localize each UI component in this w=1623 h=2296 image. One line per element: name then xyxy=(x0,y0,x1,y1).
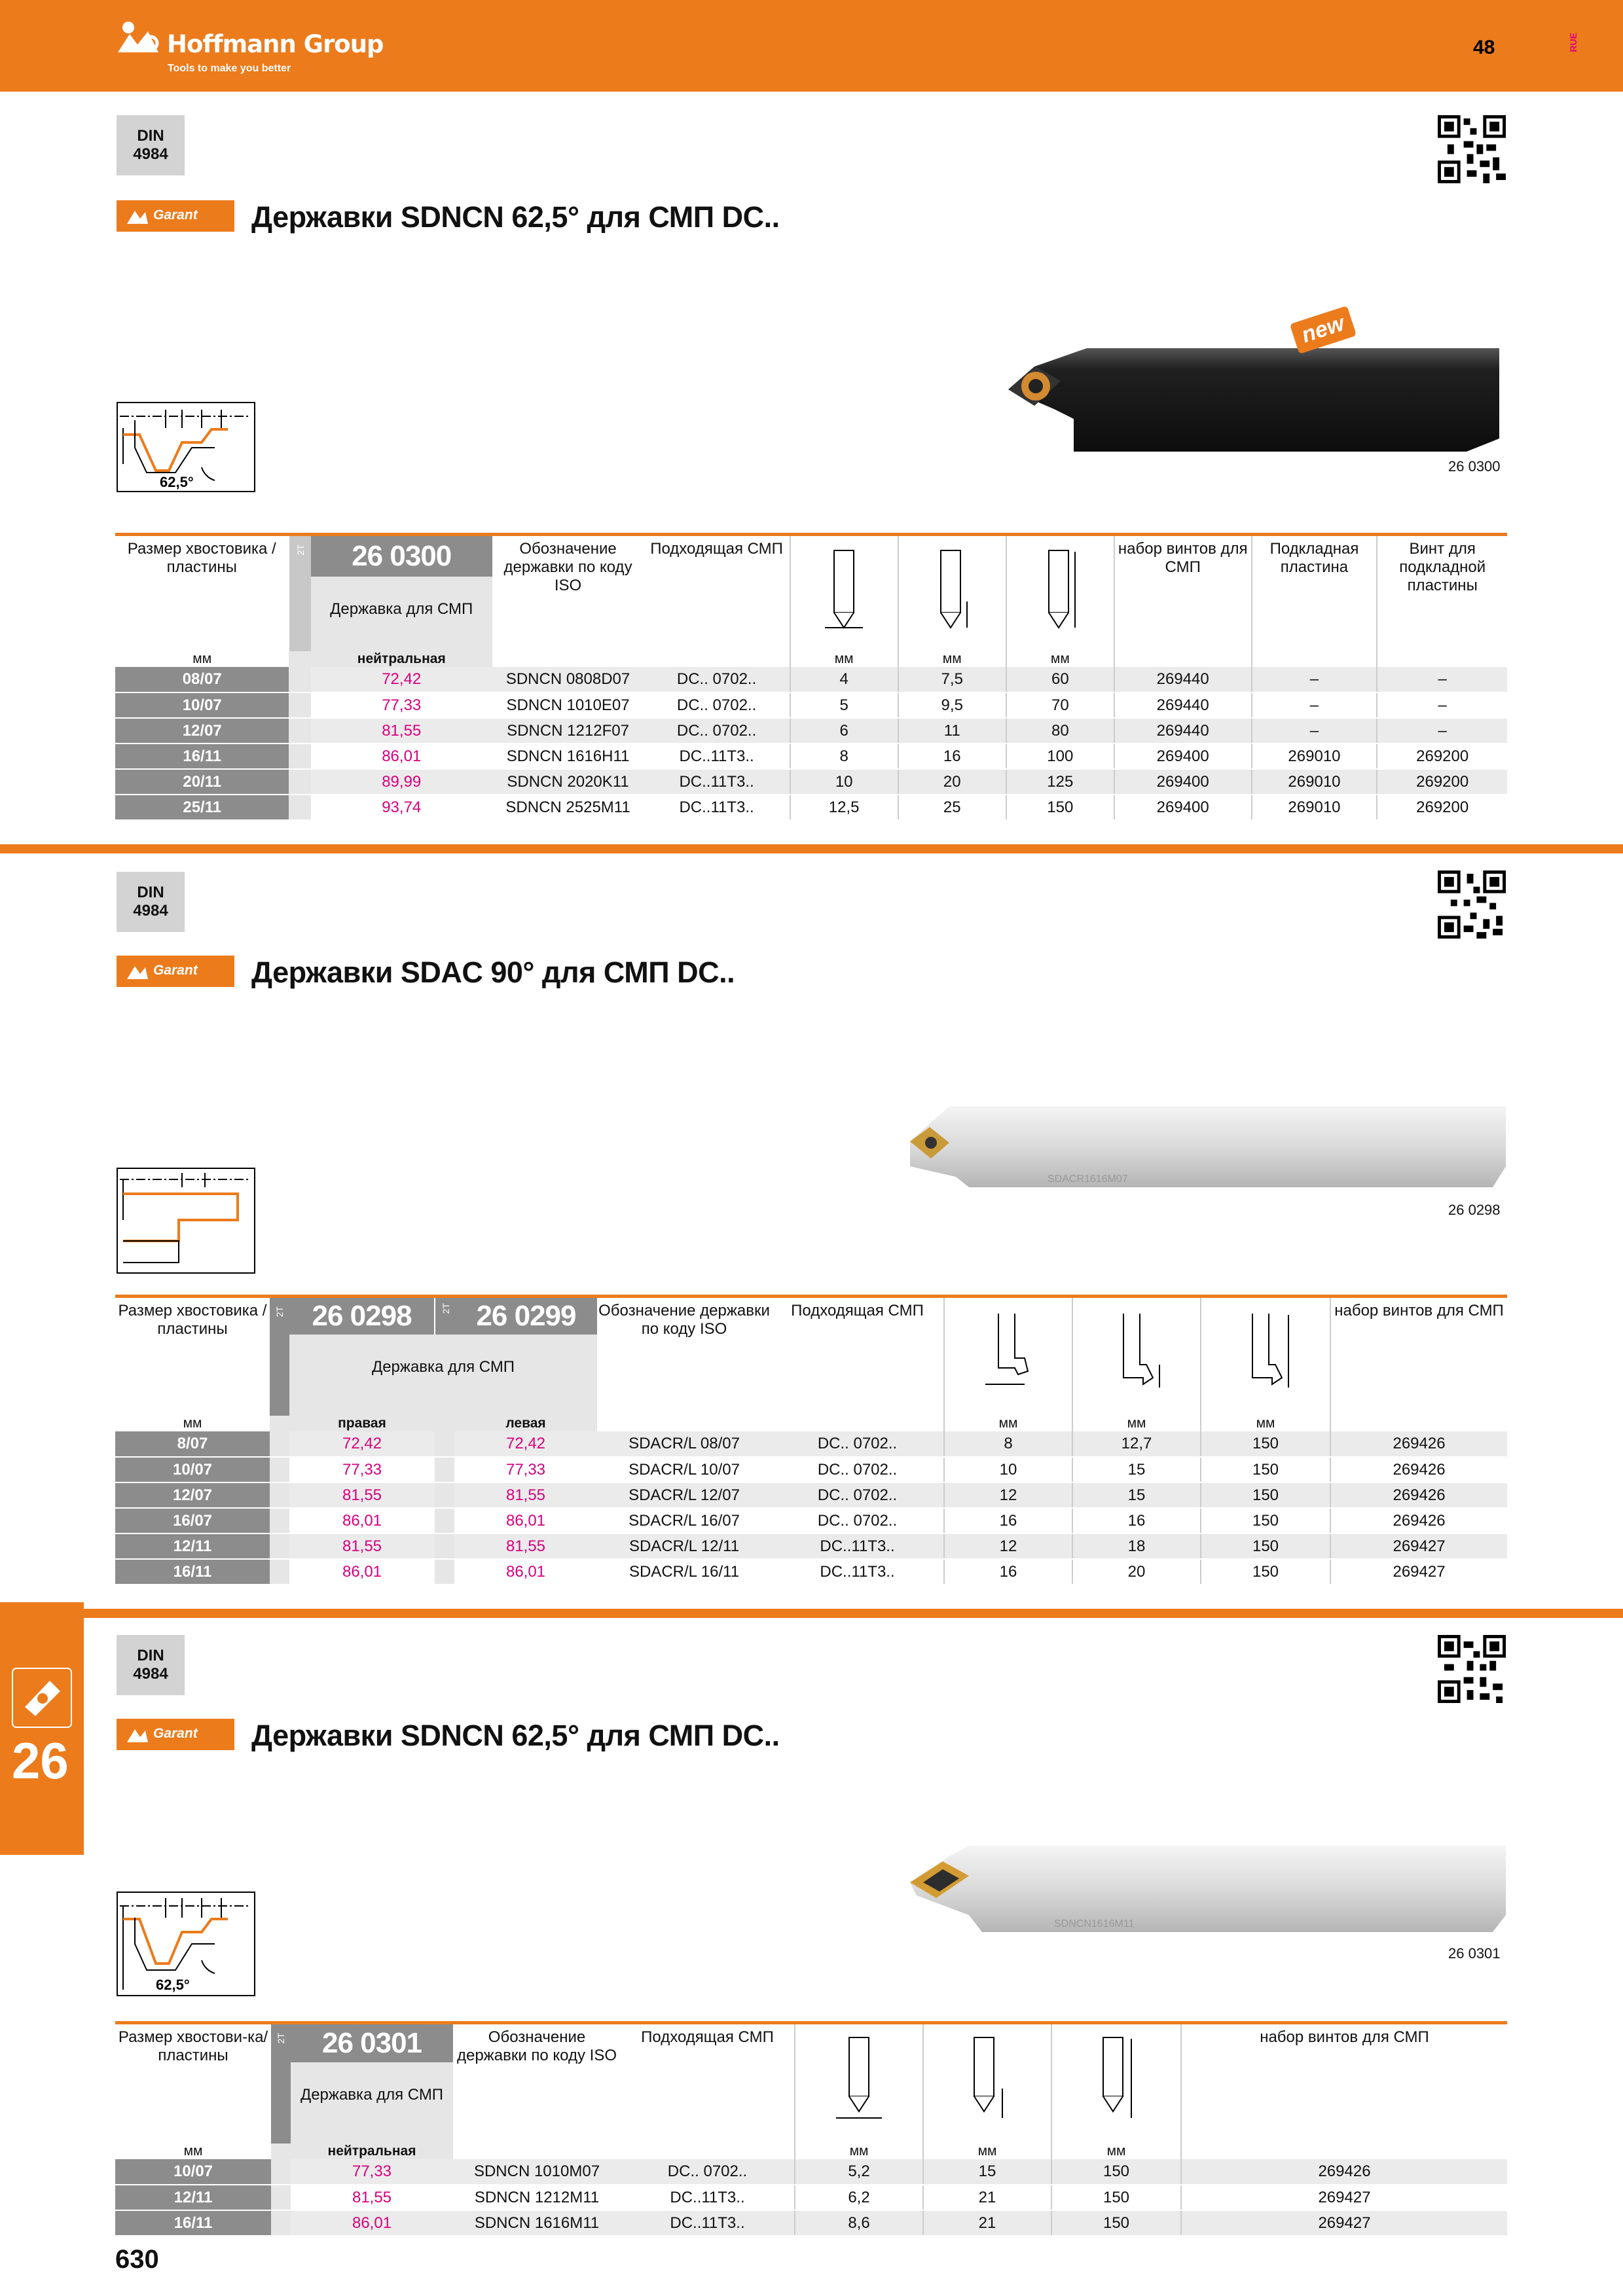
unit-size: мм xyxy=(183,1416,202,1431)
dim-l-cell: 100 xyxy=(1006,744,1114,769)
brand-name: Hoffmann Group xyxy=(167,30,384,58)
shim-cell: 269010 xyxy=(1252,744,1377,769)
dim-l-cell: 150 xyxy=(1201,1457,1330,1482)
header-shim-screw: Винт для подкладной пластины xyxy=(1377,535,1507,652)
table-row xyxy=(115,2185,1507,2210)
spacer-cell xyxy=(435,1534,454,1559)
tool-holder-sdac-image xyxy=(903,1103,1508,1189)
tool-engraving: SDNCN1616M11 xyxy=(1054,1918,1135,1929)
price-cell: 77,33 xyxy=(291,2159,453,2185)
dim-l-cell: 150 xyxy=(1051,2159,1181,2185)
shim-cell: 269010 xyxy=(1252,769,1377,795)
header-insert: Подходящая СМП xyxy=(641,2028,774,2046)
size-cell: 12/11 xyxy=(115,1534,270,1559)
shim-screw-cell: 269200 xyxy=(1377,769,1507,795)
dim-h-icon xyxy=(929,549,975,634)
screws-cell: 269426 xyxy=(1330,1482,1507,1508)
dim-f-cell: 4 xyxy=(790,667,898,692)
shim-screw-cell: – xyxy=(1377,718,1507,744)
table-row xyxy=(115,744,1507,769)
dim-h-cell: 25 xyxy=(898,795,1006,820)
2t-label: 2T xyxy=(295,544,306,555)
table-row xyxy=(115,1482,1507,1508)
product-table xyxy=(115,1295,1507,1585)
size-cell: 16/07 xyxy=(115,1508,270,1534)
dim-l-icon xyxy=(1037,549,1083,634)
din-badge xyxy=(117,872,185,932)
shim-screw-cell: 269200 xyxy=(1377,795,1507,820)
article-label: 26 0301 xyxy=(1448,1945,1501,1962)
dim-f-icon xyxy=(979,1312,1038,1397)
spacer-cell xyxy=(289,718,310,744)
insert-icon xyxy=(12,1668,72,1728)
spacer-cell xyxy=(271,2185,291,2210)
spacer-cell xyxy=(271,2159,291,2185)
screws-cell: 269400 xyxy=(1114,795,1252,820)
spacer-cell xyxy=(270,1431,289,1457)
insert-cell: DC.. 0702.. xyxy=(771,1457,944,1482)
insert-cell: DC..11T3.. xyxy=(621,2210,795,2236)
header-size: Размер хвостовика / пластины xyxy=(118,1302,267,1338)
spacer-cell xyxy=(270,1508,289,1534)
insert-cell: DC.. 0702.. xyxy=(644,667,790,692)
header-screws: набор винтов для СМП xyxy=(1114,535,1252,652)
header-screws: набор винтов для СМП xyxy=(1181,2023,1507,2144)
dim-h-cell: 15 xyxy=(1072,1482,1201,1508)
header-size: Размер хвостовика / пластины xyxy=(127,540,276,576)
price-left-cell: 72,42 xyxy=(454,1431,597,1457)
table-row xyxy=(115,2159,1507,2185)
dim-l-cell: 150 xyxy=(1201,1559,1330,1585)
table-row xyxy=(115,1431,1507,1457)
price-right-cell: 81,55 xyxy=(289,1534,435,1559)
shim-cell: – xyxy=(1252,667,1377,692)
size-cell: 16/11 xyxy=(115,2210,271,2236)
dim-l-cell: 150 xyxy=(1201,1534,1330,1559)
spacer-cell xyxy=(289,795,310,820)
price-cell: 89,99 xyxy=(311,769,492,795)
unit-f: мм xyxy=(795,2144,923,2159)
new-badge: new xyxy=(1290,306,1357,354)
variant-right: правая xyxy=(289,1416,435,1431)
price-left-cell: 77,33 xyxy=(454,1457,597,1482)
dim-f-cell: 8 xyxy=(944,1431,1072,1457)
unit-h: мм xyxy=(923,2144,1051,2159)
product-table xyxy=(115,2021,1507,2236)
spacer-cell xyxy=(289,692,310,718)
dim-f-cell: 10 xyxy=(790,769,898,795)
shim-cell: – xyxy=(1252,692,1377,718)
garant-badge xyxy=(117,200,234,232)
dim-h-icon xyxy=(958,2036,1017,2128)
garant-badge xyxy=(117,956,234,987)
table-row xyxy=(115,2210,1507,2236)
screws-cell: 269426 xyxy=(1330,1457,1507,1482)
header-shim: Подкладная пластина xyxy=(1252,535,1377,652)
garant-logo-icon xyxy=(126,963,149,980)
spacer-cell xyxy=(289,769,310,795)
price-right-cell: 86,01 xyxy=(289,1508,435,1534)
dim-f-cell: 12,5 xyxy=(790,795,898,820)
price-right-cell: 77,33 xyxy=(289,1457,435,1482)
dim-h-cell: 18 xyxy=(1072,1534,1201,1559)
din-label: DIN xyxy=(137,127,164,145)
screws-cell: 269440 xyxy=(1114,692,1252,718)
insert-cell: DC..11T3.. xyxy=(771,1534,944,1559)
sketch-angle-label: 62,5° xyxy=(160,474,194,490)
header-iso: Обозначение державки по коду ISO xyxy=(456,2028,617,2064)
insert-cell: DC.. 0702.. xyxy=(771,1431,944,1457)
spacer-cell xyxy=(435,1508,454,1534)
garant-logo-icon xyxy=(126,208,149,225)
insert-cell: DC..11T3.. xyxy=(771,1559,944,1585)
table-row xyxy=(115,667,1507,692)
size-cell: 16/11 xyxy=(115,744,289,769)
price-right-cell: 72,42 xyxy=(289,1431,435,1457)
din-label: DIN xyxy=(137,1647,164,1664)
table-row xyxy=(115,1457,1507,1482)
size-cell: 12/07 xyxy=(115,718,289,744)
shim-screw-cell: 269200 xyxy=(1377,744,1507,769)
size-cell: 08/07 xyxy=(115,667,289,692)
tool-engraving: SDACR1616M07 xyxy=(1048,1174,1128,1185)
tool-holder-sdncn-image xyxy=(903,1843,1508,1935)
article-label: 26 0298 xyxy=(1448,1202,1501,1218)
price-cell: 72,42 xyxy=(311,667,492,692)
chapter-number: 26 xyxy=(12,1732,69,1789)
insert-cell: DC.. 0702.. xyxy=(771,1508,944,1534)
dim-f-cell: 10 xyxy=(944,1457,1072,1482)
shim-screw-cell: – xyxy=(1377,667,1507,692)
price-left-cell: 86,01 xyxy=(454,1559,597,1585)
iso-cell: SDNCN 2525M11 xyxy=(492,795,644,820)
screws-cell: 269440 xyxy=(1114,667,1252,692)
dim-f-icon xyxy=(821,549,867,634)
size-cell: 8/07 xyxy=(115,1431,270,1457)
iso-cell: SDNCN 1616M11 xyxy=(453,2210,621,2236)
iso-cell: SDNCN 0808D07 xyxy=(492,667,644,692)
spacer-cell xyxy=(435,1559,454,1585)
tool-sketch-62deg-icon xyxy=(117,1892,255,1996)
iso-cell: SDNCN 1212F07 xyxy=(492,718,644,744)
dim-l-cell: 80 xyxy=(1006,718,1114,744)
spacer-cell xyxy=(289,667,310,692)
spacer-cell xyxy=(270,1457,289,1482)
dim-l-cell: 60 xyxy=(1006,667,1114,692)
unit-l: мм xyxy=(1051,2144,1181,2159)
table-row xyxy=(115,692,1507,718)
screws-cell: 269427 xyxy=(1330,1534,1507,1559)
price-right-cell: 86,01 xyxy=(289,1559,435,1585)
sketch-angle-label: 62,5° xyxy=(156,1977,190,1993)
unit-size: мм xyxy=(183,2144,203,2159)
size-cell: 12/11 xyxy=(115,2185,271,2210)
unit-l: мм xyxy=(1201,1416,1330,1431)
holder-label: Державка для СМП xyxy=(311,577,492,651)
iso-cell: SDACR/L 16/11 xyxy=(597,1559,771,1585)
dim-f-cell: 16 xyxy=(944,1508,1072,1534)
table-row xyxy=(115,1508,1507,1534)
spacer-cell xyxy=(435,1431,454,1457)
table-row xyxy=(115,769,1507,795)
screws-cell: 269400 xyxy=(1114,744,1252,769)
din-number: 4984 xyxy=(133,145,168,163)
tool-sketch-62deg-icon xyxy=(117,402,255,492)
insert-cell: DC..11T3.. xyxy=(644,795,790,820)
dim-f-cell: 8,6 xyxy=(795,2210,923,2236)
garant-label: Garant xyxy=(153,1726,198,1741)
dim-f-cell: 12 xyxy=(944,1534,1072,1559)
iso-cell: SDACR/L 08/07 xyxy=(597,1431,771,1457)
spacer-cell xyxy=(270,1482,289,1508)
variant-label: нейтральная xyxy=(311,651,492,667)
footer-page-number: 630 xyxy=(115,2245,159,2274)
dim-l-cell: 150 xyxy=(1201,1508,1330,1534)
spacer-cell xyxy=(270,1559,289,1585)
tool-holder-dark-image xyxy=(995,340,1506,465)
screws-cell: 269440 xyxy=(1114,718,1252,744)
garant-badge xyxy=(117,1719,234,1750)
size-cell: 16/11 xyxy=(115,1559,270,1585)
unit-f: мм xyxy=(790,651,898,667)
dim-f-cell: 6,2 xyxy=(795,2185,923,2210)
dim-f-icon xyxy=(830,2036,888,2128)
insert-cell: DC..11T3.. xyxy=(644,769,790,795)
table-row xyxy=(115,795,1507,820)
iso-cell: SDNCN 1010E07 xyxy=(492,692,644,718)
unit-h: мм xyxy=(898,651,1006,667)
2t-label: 2T xyxy=(274,1306,285,1317)
header-size: Размер хвостови-ка/ пластины xyxy=(118,2028,268,2064)
dim-f-cell: 16 xyxy=(944,1559,1072,1585)
article-number: 26 0301 xyxy=(321,2027,422,2059)
spacer-cell xyxy=(435,1482,454,1508)
dim-l-cell: 70 xyxy=(1006,692,1114,718)
dim-h-cell: 12,7 xyxy=(1072,1431,1201,1457)
table-row xyxy=(115,718,1507,744)
dim-h-cell: 20 xyxy=(898,769,1006,795)
article-number: 26 0300 xyxy=(352,540,452,572)
din-label: DIN xyxy=(137,884,164,901)
dim-f-cell: 12 xyxy=(944,1482,1072,1508)
article-label: 26 0300 xyxy=(1448,458,1501,475)
price-left-cell: 86,01 xyxy=(454,1508,597,1534)
section-title: Державки SDAC 90° для СМП DC.. xyxy=(251,956,735,989)
price-left-cell: 81,55 xyxy=(454,1534,597,1559)
size-cell: 10/07 xyxy=(115,692,289,718)
screws-cell: 269427 xyxy=(1181,2210,1507,2236)
dim-h-cell: 16 xyxy=(898,744,1006,769)
iso-cell: SDACR/L 12/07 xyxy=(597,1482,771,1508)
price-cell: 81,55 xyxy=(291,2185,453,2210)
price-left-cell: 81,55 xyxy=(454,1482,597,1508)
size-cell: 12/07 xyxy=(115,1482,270,1508)
price-cell: 81,55 xyxy=(311,718,492,744)
dim-h-cell: 21 xyxy=(923,2210,1051,2236)
article-number-right: 26 0298 xyxy=(312,1300,412,1332)
hoffmann-logo-icon xyxy=(115,20,165,56)
dim-f-cell: 8 xyxy=(790,744,898,769)
chapter-side-tab[interactable] xyxy=(0,1602,84,1855)
dim-l-icon xyxy=(1236,1312,1295,1397)
price-cell: 77,33 xyxy=(311,692,492,718)
dim-h-cell: 21 xyxy=(923,2185,1051,2210)
dim-l-cell: 150 xyxy=(1051,2185,1181,2210)
dim-l-cell: 150 xyxy=(1201,1431,1330,1457)
insert-cell: DC.. 0702.. xyxy=(644,692,790,718)
price-right-cell: 81,55 xyxy=(289,1482,435,1508)
screws-cell: 269426 xyxy=(1330,1431,1507,1457)
size-cell: 25/11 xyxy=(115,795,289,820)
din-badge xyxy=(117,1635,185,1695)
shim-screw-cell: – xyxy=(1377,692,1507,718)
dim-h-cell: 7,5 xyxy=(898,667,1006,692)
insert-cell: DC..11T3.. xyxy=(644,744,790,769)
dim-f-cell: 5,2 xyxy=(795,2159,923,2185)
header-iso: Обозначение державки по коду ISO xyxy=(598,1302,770,1338)
catalog-page-number: 48 xyxy=(1473,37,1495,58)
shim-cell: – xyxy=(1252,718,1377,744)
dim-l-cell: 150 xyxy=(1201,1482,1330,1508)
iso-cell: SDACR/L 10/07 xyxy=(597,1457,771,1482)
qr-code-icon[interactable] xyxy=(1438,115,1506,183)
spacer-cell xyxy=(271,2210,291,2236)
unit-size: мм xyxy=(192,651,212,666)
dim-h-cell: 15 xyxy=(1072,1457,1201,1482)
section-title: Державки SDNCN 62,5° для СМП DC.. xyxy=(251,200,780,234)
header-insert: Подходящая СМП xyxy=(791,1302,924,1319)
insert-cell: DC.. 0702.. xyxy=(771,1482,944,1508)
dim-h-icon xyxy=(1107,1312,1166,1397)
insert-cell: DC.. 0702.. xyxy=(644,718,790,744)
unit-l: мм xyxy=(1006,651,1114,667)
qr-code-icon[interactable] xyxy=(1438,1635,1506,1703)
unit-f: мм xyxy=(944,1416,1072,1431)
dim-l-cell: 150 xyxy=(1051,2210,1181,2236)
qr-code-icon[interactable] xyxy=(1438,870,1506,939)
spacer-cell xyxy=(270,1534,289,1559)
section-separator xyxy=(0,844,1623,853)
insert-cell: DC.. 0702.. xyxy=(621,2159,795,2185)
table-row xyxy=(115,1534,1507,1559)
section-title: Державки SDNCN 62,5° для СМП DC.. xyxy=(251,1719,780,1752)
article-number-left: 26 0299 xyxy=(476,1300,576,1332)
iso-cell: SDACR/L 12/11 xyxy=(597,1534,771,1559)
insert-cell: DC..11T3.. xyxy=(621,2185,795,2210)
language-code: RUE xyxy=(1568,33,1578,52)
screws-cell: 269400 xyxy=(1114,769,1252,795)
garant-label: Garant xyxy=(153,207,198,223)
dim-l-icon xyxy=(1087,2036,1146,2128)
unit-h: мм xyxy=(1072,1416,1201,1431)
holder-label: Державка для СМП xyxy=(289,1335,597,1416)
size-cell: 10/07 xyxy=(115,2159,271,2185)
screws-cell: 269427 xyxy=(1181,2185,1507,2210)
dim-l-cell: 150 xyxy=(1006,795,1114,820)
spacer-cell xyxy=(435,1457,454,1482)
din-badge xyxy=(117,115,185,175)
section-separator xyxy=(0,1609,1623,1618)
price-cell: 86,01 xyxy=(291,2210,453,2236)
dim-h-cell: 15 xyxy=(923,2159,1051,2185)
spacer-cell xyxy=(289,744,310,769)
variant-label: нейтральная xyxy=(291,2144,453,2159)
tool-sketch-90deg-icon xyxy=(117,1168,255,1274)
screws-cell: 269426 xyxy=(1330,1508,1507,1534)
iso-cell: SDNCN 1010M07 xyxy=(453,2159,621,2185)
iso-cell: SDACR/L 16/07 xyxy=(597,1508,771,1534)
header-insert: Подходящая СМП xyxy=(650,540,783,558)
price-cell: 93,74 xyxy=(311,795,492,820)
size-cell: 20/11 xyxy=(115,769,289,795)
2t-label: 2T xyxy=(441,1303,452,1314)
dim-h-cell: 20 xyxy=(1072,1559,1201,1585)
2t-label: 2T xyxy=(276,2032,286,2043)
shim-cell: 269010 xyxy=(1252,795,1377,820)
holder-label: Державка для СМП xyxy=(291,2062,453,2144)
variant-left: левая xyxy=(454,1416,597,1431)
iso-cell: SDNCN 1616H11 xyxy=(492,744,644,769)
iso-cell: SDNCN 1212M11 xyxy=(453,2185,621,2210)
brand-tagline: Tools to make you better xyxy=(168,63,291,74)
screws-cell: 269427 xyxy=(1330,1559,1507,1585)
din-number: 4984 xyxy=(133,1665,168,1683)
din-number: 4984 xyxy=(133,902,168,920)
iso-cell: SDNCN 2020K11 xyxy=(492,769,644,795)
table-row xyxy=(115,1559,1507,1585)
product-table xyxy=(115,533,1507,821)
header-iso: Обозначение державки по коду ISO xyxy=(503,540,632,594)
dim-f-cell: 5 xyxy=(790,692,898,718)
screws-cell: 269426 xyxy=(1181,2159,1507,2185)
price-cell: 86,01 xyxy=(311,744,492,769)
garant-label: Garant xyxy=(153,963,198,978)
garant-logo-icon xyxy=(126,1727,149,1744)
dim-h-cell: 9,5 xyxy=(898,692,1006,718)
size-cell: 10/07 xyxy=(115,1457,270,1482)
dim-h-cell: 16 xyxy=(1072,1508,1201,1534)
dim-l-cell: 125 xyxy=(1006,769,1114,795)
dim-f-cell: 6 xyxy=(790,718,898,744)
header-screws: набор винтов для СМП xyxy=(1330,1297,1507,1416)
dim-h-cell: 11 xyxy=(898,718,1006,744)
